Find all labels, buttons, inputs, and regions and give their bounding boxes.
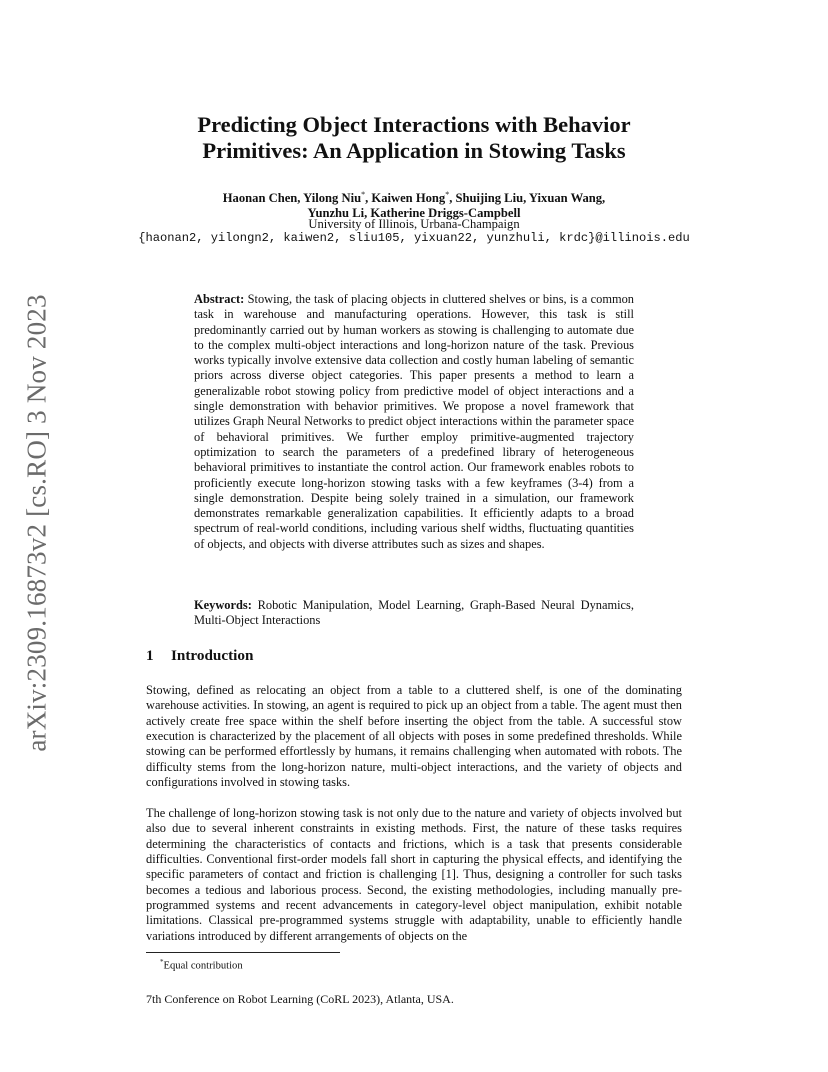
paper-title: Predicting Object Interactions with Behavior Primitives: An Application in Stowing Tasks [197,112,631,163]
body-paragraph: Stowing, defined as relocating an object from a table to a cluttered shelf, is one of the dominating warehouse activities. In stowing, an agent is required to pick up an object from a table. The agent must then actively create free space within the shelf before inserting the object from the table. A successful stow execution is characterized by the placement of all objects with poses in some predefined thresholds. While stowing can be performed effortlessly by humans, it remains challenging when automated with robots. The difficulty stems from the long-horizon nature, multi-object interactions, and the variety of objects and configurations involved in stowing tasks. [146,683,682,790]
conference-venue: 7th Conference on Robot Learning (CoRL 2023), Atlanta, USA. [146,992,454,1006]
footnote-text: Equal contribution [163,960,243,972]
equal-contribution-mark: * [361,190,366,199]
abstract-label: Abstract: [194,292,245,306]
section-number: 1 [146,647,154,664]
keywords [194,598,634,629]
affiliation: University of Illinois, Urbana-Champaign [308,217,520,231]
section-title: Introduction [171,647,254,664]
author-names-2: Kaiwen Hong [371,191,446,206]
footnote-rule [146,952,340,953]
author-names-1: Haonan Chen, Yilong Niu [222,191,362,206]
equal-contribution-mark: * [445,190,450,199]
body-paragraph: The challenge of long-horizon stowing task is not only due to the nature and variety of objects involved but also due to several inherent constraints in existing methods. First, the nature of these tasks requires determining the characteristics of contacts and frictions, which is a task that presents considerable difficulties. Conventional first-order models fall short in capturing the physical effects, and identifying the specific parameters of contact and friction is challenging [1]. Thus, designing a controller for such tasks becomes a tedious and laborious process. Second, the existing methodologies, including manually pre-programmed systems and recent advancements in category-level object manipulation, exhibit notable limitations. Classical pre-programmed systems struggle with adaptability, unable to efficiently handle variations introduced by different arrangements of objects on the [146,806,682,943]
keywords-label: Keywords: [194,598,252,612]
keywords-text: Robotic Manipulation, Model Learning, Graph-Based Neural Dynamics, Multi-Object Interactions [194,598,634,628]
abstract [194,292,634,552]
author-names-3: Shuijing Liu, Yixuan Wang, [455,191,606,206]
footnote [160,955,243,974]
author-emails: {haonan2, yilongn2, kaiwen2, sliu105, yixuan22, yunzhuli, krdc}@illinois.edu [138,231,690,245]
arxiv-side-label [12,288,62,758]
arxiv-identifier: arXiv:2309.16873v2 [cs.RO] 3 Nov 2023 [21,294,52,752]
section-heading [146,647,253,665]
abstract-text: Stowing, the task of placing objects in cluttered shelves or bins, is a common task in warehouse and manufacturing operations. However, this task is still predominantly carried out by human workers as stowing is challenging to automate due to the complex multi-object interactions and long-horizon nature of the task. Previous works typically involve extensive data collection and costly human labeling of semantic priors across diverse object categories. This paper presents a method to learn a generalizable robot stowing policy from predictive model of object interactions and a single demonstration with behavior primitives. We propose a novel framework that utilizes Graph Neural Networks to predict object interactions within the parameter space of behavioral primitives. We further employ primitive-augmented trajectory optimization to search the parameters of a predefined library of heterogeneous behavioral primitives to instantiate the control action. Our framework enables robots to proficiently execute long-horizon stowing tasks with a few keyframes (3-4) from a single demonstration. Despite being solely trained in a simulation, our framework demonstrates remarkable generalization capabilities. It efficiently adapts to a broad spectrum of real-world conditions, including various shelf widths, fluctuating quantities of objects, and objects with diverse attributes such as sizes and shapes. [194,292,634,551]
author-names-4: Yunzhu Li, Katherine Driggs-Campbell [307,205,521,220]
footnote-mark: * [160,958,164,966]
author-list: Haonan Chen, Yilong Niu*, Kaiwen Hong*, Shuijing Liu, Yixuan Wang, Yunzhu Li, Katherine Driggs-Campbell [222,190,606,220]
